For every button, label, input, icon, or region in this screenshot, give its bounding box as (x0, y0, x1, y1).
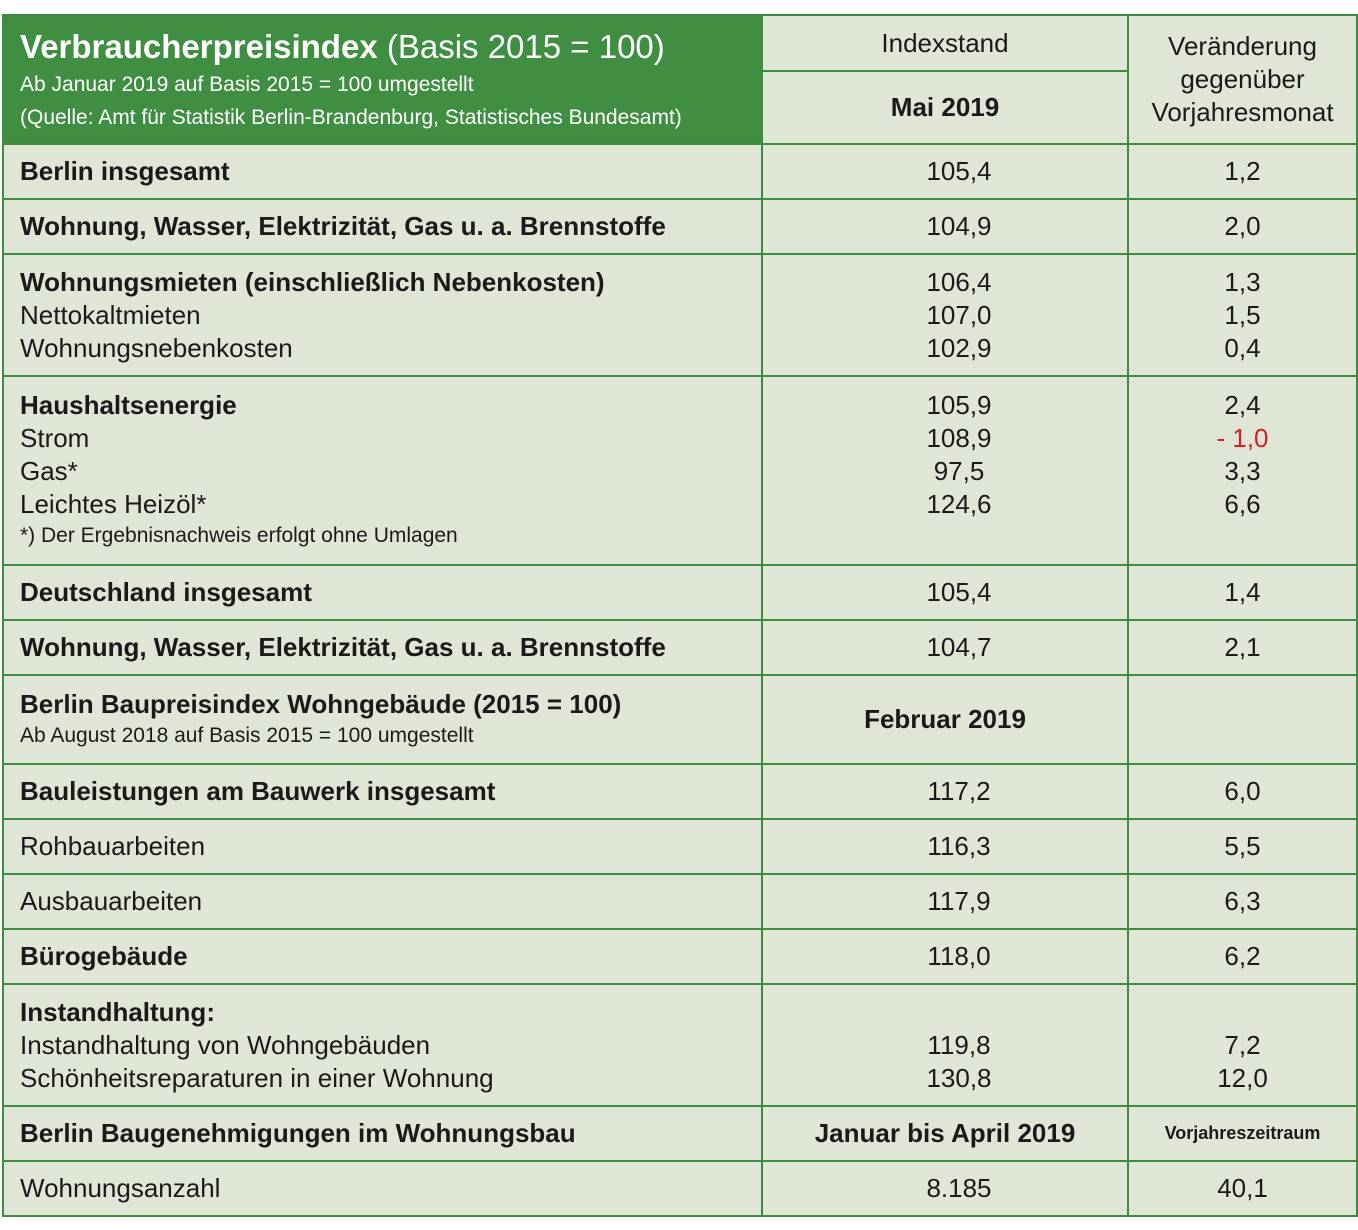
row-bau-2-change: 6,3 (1128, 874, 1357, 929)
row-de-wohnung-index: 104,7 (762, 620, 1128, 675)
col-header-index: Indexstand (762, 15, 1128, 71)
row-berlin-wohnung-index: 104,9 (762, 199, 1128, 254)
row-mieten-labels: Wohnungsmieten (einschließlich Nebenkosten) Nettokaltmieten Wohnungsnebenkosten (3, 254, 762, 376)
row-wohnungsanzahl-label: Wohnungsanzahl (3, 1161, 762, 1216)
row-de-total-change: 1,4 (1128, 565, 1357, 620)
row-bau-3-index: 118,0 (762, 929, 1128, 984)
row-genehmigung-compare: Vorjahreszeitraum (1128, 1106, 1357, 1161)
row-baupreis-title: Berlin Baupreisindex Wohngebäude (2015 = 100) Ab August 2018 auf Basis 2015 = 100 umgestellt (3, 675, 762, 764)
row-de-total-label: Deutschland insgesamt (3, 565, 762, 620)
row-bau-0-label: Bauleistungen am Bauwerk insgesamt (3, 764, 762, 819)
row-genehmigung-period: Januar bis April 2019 (762, 1106, 1128, 1161)
row-bau-2-index: 117,9 (762, 874, 1128, 929)
row-bau-3-label: Bürogebäude (3, 929, 762, 984)
row-baupreis-period: Februar 2019 (762, 675, 1128, 764)
row-energie-index: 105,9 108,9 97,5 124,6 (762, 376, 1128, 565)
row-berlin-wohnung-label: Wohnung, Wasser, Elektrizität, Gas u. a. Brennstoffe (3, 199, 762, 254)
row-mieten-change: 1,3 1,5 0,4 (1128, 254, 1357, 376)
row-mieten-index: 106,4 107,0 102,9 (762, 254, 1128, 376)
row-berlin-total-label: Berlin insgesamt (3, 144, 762, 199)
row-de-wohnung-label: Wohnung, Wasser, Elektrizität, Gas u. a. Brennstoffe (3, 620, 762, 675)
row-baupreis-empty (1128, 675, 1357, 764)
row-instand-index: 119,8 130,8 (762, 984, 1128, 1106)
header-subtitle: Ab Januar 2019 auf Basis 2015 = 100 umgestellt (20, 73, 474, 96)
header-title-cell (3, 15, 762, 144)
header-source: (Quelle: Amt für Statistik Berlin-Brandenburg, Statistisches Bundesamt) (20, 106, 682, 129)
row-de-total-index: 105,4 (762, 565, 1128, 620)
row-bau-1-label: Rohbauarbeiten (3, 819, 762, 874)
row-instand-labels: Instandhaltung: Instandhaltung von Wohngebäuden Schönheitsreparaturen in einer Wohnung (3, 984, 762, 1106)
col-header-period: Mai 2019 (762, 71, 1128, 144)
header-title: Verbraucherpreisindex (Basis 2015 = 100) (20, 28, 665, 65)
row-berlin-total-change: 1,2 (1128, 144, 1357, 199)
price-index-table (2, 14, 1358, 1217)
row-bau-3-change: 6,2 (1128, 929, 1357, 984)
row-energie-labels: Haushaltsenergie Strom Gas* Leichtes Heizöl* *) Der Ergebnisnachweis erfolgt ohne Umlagen (3, 376, 762, 565)
row-instand-change: 7,2 12,0 (1128, 984, 1357, 1106)
row-berlin-total-index: 105,4 (762, 144, 1128, 199)
energie-footnote: *) Der Ergebnisnachweis erfolgt ohne Umlagen (20, 524, 458, 547)
col-header-change: Veränderung gegenüber Vorjahresmonat (1128, 15, 1357, 144)
row-genehmigung-title: Berlin Baugenehmigungen im Wohnungsbau (3, 1106, 762, 1161)
row-bau-1-change: 5,5 (1128, 819, 1357, 874)
row-bau-0-change: 6,0 (1128, 764, 1357, 819)
negative-value: - 1,0 (1216, 423, 1269, 453)
row-de-wohnung-change: 2,1 (1128, 620, 1357, 675)
row-bau-0-index: 117,2 (762, 764, 1128, 819)
row-bau-2-label: Ausbauarbeiten (3, 874, 762, 929)
row-energie-change: 2,4 - 1,0 3,3 6,6 (1128, 376, 1357, 565)
row-berlin-wohnung-change: 2,0 (1128, 199, 1357, 254)
row-wohnungsanzahl-value: 8.185 (762, 1161, 1128, 1216)
row-bau-1-index: 116,3 (762, 819, 1128, 874)
row-wohnungsanzahl-change: 40,1 (1128, 1161, 1357, 1216)
